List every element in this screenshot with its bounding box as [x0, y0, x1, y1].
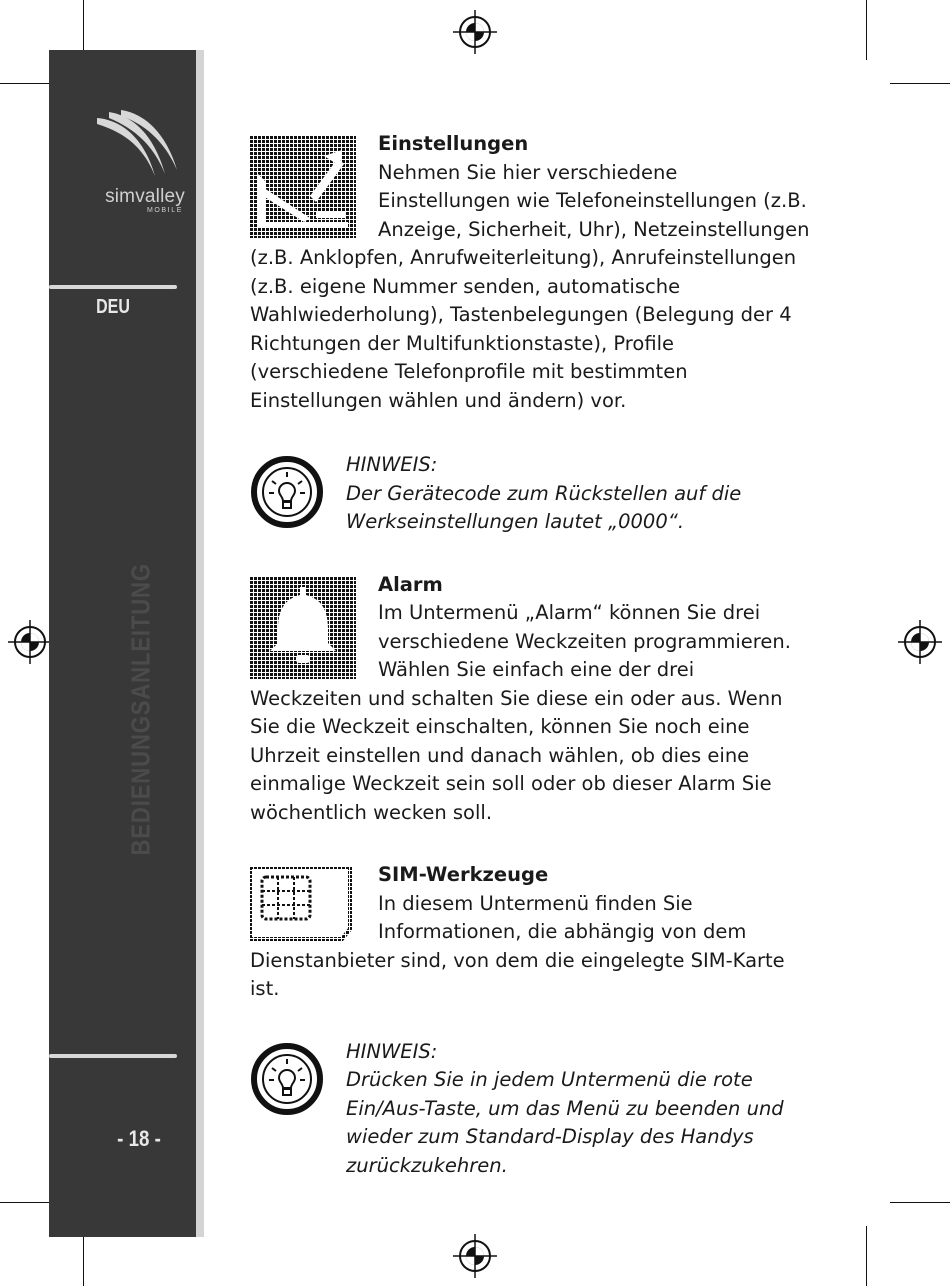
note-label: HINWEIS: — [346, 1039, 438, 1063]
vertical-manual-title: BEDIENUNGSANLEITUNG — [125, 563, 156, 856]
sidebar-divider — [49, 1054, 177, 1058]
note-text: Der Gerätecode zum Rückstellen auf die Werkseinstellungen lautet „0000“. — [346, 481, 742, 533]
registration-mark-icon — [8, 620, 52, 664]
note-label: HINWEIS: — [346, 453, 438, 476]
section-alarm — [250, 571, 810, 828]
note-exit-menu — [250, 1038, 810, 1181]
sidebar-divider — [49, 285, 177, 289]
language-label: DEU — [96, 296, 130, 318]
note-factory-code — [250, 451, 810, 537]
brand-sub-text: MOBILE — [146, 207, 183, 214]
lightbulb-icon — [250, 1042, 324, 1116]
lightbulb-icon — [250, 455, 324, 529]
sim-card-icon — [250, 867, 356, 943]
sidebar — [49, 50, 196, 1237]
registration-mark-icon — [898, 620, 942, 664]
sidebar-edge — [196, 50, 204, 1237]
page-content — [250, 130, 810, 1180]
page-number: - 18 - — [117, 1126, 161, 1151]
section-title: Einstellungen — [378, 132, 529, 155]
crop-mark — [890, 1202, 950, 1203]
settings-menu-icon — [250, 136, 356, 238]
section-title: Alarm — [378, 572, 443, 596]
claw-marks-icon — [93, 110, 183, 185]
crop-mark — [866, 0, 867, 60]
alarm-bell-icon — [250, 577, 356, 679]
section-body: In diesem Untermenü finden Sie Informationen, die abhängig von dem Dienstanbieter sind, von dem die eingelegte SIM-Karte ist. — [250, 891, 785, 1000]
note-text: Drücken Sie in jedem Untermenü die rote Ein/Aus-Taste, um das Menü zu beenden und wieder zum Standard-Display des Handys zurückzukehren. — [346, 1068, 784, 1177]
section-settings — [250, 130, 810, 415]
section-body: Nehmen Sie hier verschiedene Einstellungen wie Telefoneinstellungen (z.B. Anzeige, Sicherheit, Uhr), Netzeinstellungen (z.B. Anklopfen, Anrufweiterleitung), Anrufeinstellungen (z.B. eigene Nummer senden, automatische Wahlwiederholung), Tastenbelegungen (Belegung der 4 Richtungen der Multifunktionstaste), Profile (verschiedene Telefonprofile mit bestimmten Einstellungen wählen und ändern) vor. — [250, 160, 810, 412]
crop-mark — [866, 1226, 867, 1286]
registration-mark-icon — [453, 1234, 497, 1278]
section-title: SIM-Werkzeuge — [378, 863, 549, 886]
section-sim-tools — [250, 861, 810, 1004]
crop-mark — [890, 83, 950, 84]
brand-logo-text: simvalley — [105, 186, 185, 207]
registration-mark-icon — [453, 10, 497, 54]
section-body: Im Untermenü „Alarm“ können Sie drei verschiedene Weckzeiten programmieren. Wählen Sie einfach eine der drei Weckzeiten und schalten Sie diese ein oder aus. Wenn Sie die Weckzeit einschalten, können Sie noch eine Uhrzeit einstellen und danach wählen, ob dies eine einmalige Weckzeit sein soll oder ob dieser Alarm Sie wöchentlich wecken soll. — [250, 601, 791, 824]
